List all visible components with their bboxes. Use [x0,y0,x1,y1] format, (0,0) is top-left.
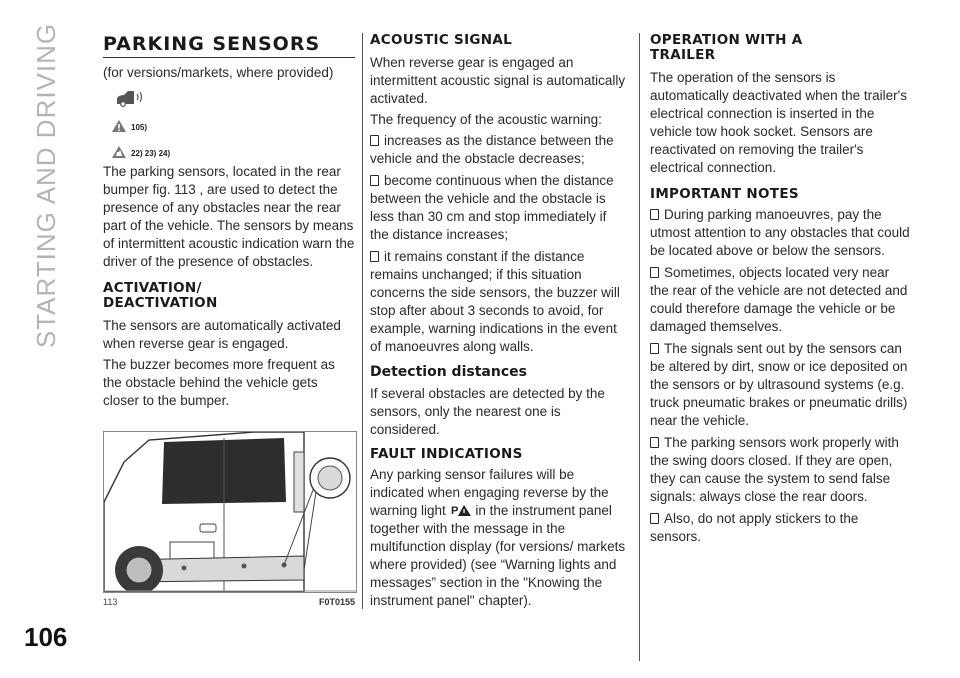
column-3 [650,33,910,550]
list-item-text: The parking sensors work properly with the swing doors closed. If they are open, they can cause the system to send false signals: always close the rear doors. [650,435,899,504]
list-item-text: become continuous when the distance between the vehicle and the obstacle is less than 30 cm and stop immediately if the distance increases; [370,173,614,242]
list-item-text: The signals sent out by the sensors can be altered by dirt, snow or ice deposited on the sensors or by ultrasound systems (e.g. truck pneumatic brakes or pneumatic drills) near the vehicle. [650,341,908,428]
column-divider [362,33,363,609]
acoustic-paragraph-1: When reverse gear is engaged an intermittent acoustic signal is automatically activated. [370,55,626,106]
warning-ref-row [111,111,355,133]
fault-text-start: Any parking sensor failures will be indicated when engaging reverse by the warning light [370,467,609,518]
chapter-side-title-text: STARTING AND DRIVING [31,22,62,348]
car-sensor-icon [115,89,145,107]
column-1 [103,33,355,607]
bullet-box-icon [370,135,379,146]
section-title: PARKING SENSORS [103,33,355,58]
fault-heading: FAULT INDICATIONS [370,446,523,462]
trailer-paragraph: The operation of the sensors is automatically deactivated when the trailer's electrical connection is inserted in the vehicle tow hook socket. Sensors are reactivated on removing the trailer's electrical connection. [650,70,907,175]
column-divider [639,33,640,661]
column-2 [370,33,626,613]
list-item [650,510,910,546]
bullet-box-icon [650,343,659,354]
section-subtitle: (for versions/markets, where provided) [103,65,334,80]
acoustic-heading: ACOUSTIC SIGNAL [370,32,513,48]
notes-heading: IMPORTANT NOTES [650,186,799,202]
figure-code: F0T0155 [318,597,355,607]
van-rear-illustration [104,432,356,592]
bullet-box-icon [650,437,659,448]
bullet-box-icon [370,251,379,262]
activation-paragraph-1: The sensors are automatically activated when reverse gear is engaged. [103,318,341,351]
bullet-box-icon [650,209,659,220]
car-sensor-icon-row [115,85,355,107]
detection-paragraph: If several obstacles are detected by the sensors, only the nearest one is considered. [370,386,605,437]
caution-hand-icon [111,145,127,159]
caution-ref-row [111,137,355,159]
bullet-box-icon [650,267,659,278]
bullet-box-icon [650,513,659,524]
list-item-text: Sometimes, objects located very near the rear of the vehicle are not detected and could therefore damage the vehicle or be damaged themselves. [650,265,908,334]
acoustic-paragraph-2: The frequency of the acoustic warning: [370,112,602,127]
warning-triangle-icon [111,119,127,133]
list-item-text: Also, do not apply stickers to the sensors. [650,511,859,544]
list-item-text: During parking manoeuvres, pay the utmost attention to any obstacles that could be located above or below the sensors. [650,207,910,258]
list-item [370,132,626,168]
trailer-heading: OPERATION WITH A TRAILER [650,32,803,63]
fault-paragraph [370,466,626,610]
fault-text-end: in the instrument panel together with the message in the multifunction display (for versions/ markets where provided) (see “Warning lights and messages” section in the "Knowing the instrument panel" chapter). [370,503,626,608]
svg-text:P: P [450,505,458,517]
bullet-box-icon [370,175,379,186]
list-item-text: increases as the distance between the vehicle and the obstacle decreases; [370,133,614,166]
activation-paragraph-2: The buzzer becomes more frequent as the obstacle behind the vehicle gets closer to the bumper. [103,357,335,408]
list-item [370,172,626,244]
list-item [650,206,910,260]
list-item [370,248,626,356]
warning-ref-text: 105) [131,123,148,132]
list-item [650,264,910,336]
figure-rear-bumper-sensors [103,431,357,593]
activation-heading: ACTIVATION/ DEACTIVATION [103,280,218,311]
parking-sensor-warning-icon [450,503,472,517]
page-number: 106 [24,622,68,652]
detection-heading: Detection distances [370,364,527,380]
list-item [650,434,910,506]
chapter-side-title [22,22,72,348]
figure-caption [103,597,355,607]
caution-ref-text: 22) 23) 24) [131,149,171,158]
list-item [650,340,910,430]
intro-paragraph: The parking sensors, located in the rear bumper fig. 113 , are used to detect the presence of any obstacles near the rear part of the vehicle. The sensors by means of intermittent acoustic indication warn the driver of the presence of obstacles. [103,164,355,269]
figure-number: 113 [103,597,118,607]
list-item-text: it remains constant if the distance remains unchanged; if this situation concerns the side sensors, the buzzer will stop after about 3 seconds to avoid, for example, warning indications in the event of manoeuvres along walls. [370,249,620,354]
